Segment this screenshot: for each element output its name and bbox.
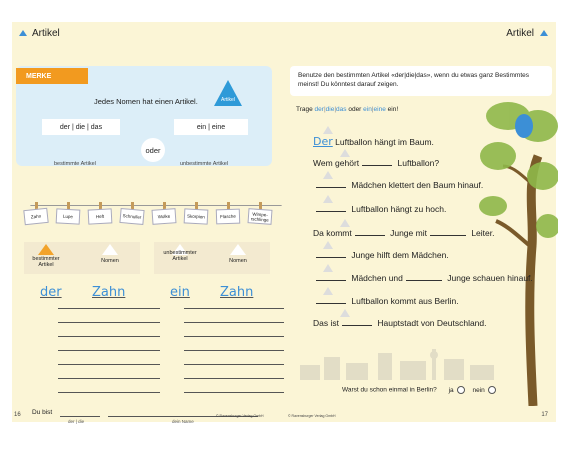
word-card: Wolke	[152, 208, 177, 225]
sentence-start: Da kommt	[313, 228, 352, 238]
writing-line[interactable]	[232, 364, 286, 365]
writing-line[interactable]	[184, 392, 232, 393]
word-card: Heft	[88, 208, 113, 224]
sentence-start: Der	[313, 135, 333, 148]
exercise-sentence	[313, 135, 434, 148]
writing-line[interactable]	[184, 378, 232, 379]
merke-label: MERKE	[16, 68, 88, 84]
artikel-triangle-icon	[38, 244, 54, 255]
example-zahn: Zahn	[92, 285, 126, 300]
example-der: der	[40, 285, 62, 300]
berlin-question	[342, 386, 496, 394]
word-card: Wimperschlinge	[248, 208, 273, 225]
left-header-title: Artikel	[32, 27, 60, 39]
sentence-start: Wem gehört	[313, 158, 360, 168]
answer-blank[interactable]	[342, 320, 372, 326]
sentence-text: Luftballon?	[395, 158, 440, 168]
exercise-sentence	[313, 158, 439, 168]
sentence-text: Junge schauen hinauf.	[444, 273, 533, 283]
sentence-text: Mädchen und	[349, 273, 403, 283]
der-die-caption: der | die	[68, 419, 85, 424]
answer-blank[interactable]	[430, 230, 466, 236]
artikel-hint-triangle-icon	[323, 264, 333, 272]
triangle-icon	[19, 30, 27, 36]
merke-sentence: Jedes Nomen hat einen Artikel.	[94, 97, 198, 106]
artikel-triangle-icon	[214, 80, 242, 106]
writing-line[interactable]	[184, 350, 232, 351]
sentence-text: Luftballon kommt aus Berlin.	[349, 296, 459, 306]
writing-line[interactable]	[108, 392, 160, 393]
dein-name-caption: dein Name	[172, 419, 194, 424]
column-caption: Nomen	[101, 258, 119, 264]
answer-blank[interactable]	[316, 298, 346, 304]
sentence-text: Junge hilft dem Mädchen.	[349, 250, 449, 260]
writing-line[interactable]	[58, 350, 112, 351]
column-caption: unbestimmter Artikel	[163, 250, 197, 262]
sentence-text: Leiter.	[468, 228, 495, 238]
writing-line[interactable]	[184, 322, 232, 323]
balloon	[515, 114, 533, 138]
triangle-icon	[540, 30, 548, 36]
writing-line[interactable]	[60, 416, 100, 417]
nomen-triangle-icon	[230, 244, 246, 255]
berlin-skyline	[300, 345, 510, 380]
exercise-sentence	[313, 318, 487, 328]
writing-line[interactable]	[184, 364, 232, 365]
instruction: Trage der|die|das oder ein|eine ein!	[296, 106, 399, 113]
sentence-text: Hauptstadt von Deutschland.	[374, 318, 487, 328]
artikel-hint-triangle-icon	[340, 149, 350, 157]
right-header-title: Artikel	[506, 27, 534, 39]
word-card: Lupe	[56, 208, 81, 224]
bestimmte-artikel-box: der | die | das	[42, 119, 120, 135]
page-number: 17	[541, 412, 548, 418]
exercise-sentence	[313, 296, 459, 306]
footer-credit: © Ravensburger Verlag GmbH	[288, 414, 336, 418]
writing-line[interactable]	[108, 378, 160, 379]
writing-line[interactable]	[108, 350, 160, 351]
writing-line[interactable]	[232, 378, 286, 379]
word-card: Schnuller	[119, 208, 144, 225]
artikel-hint-triangle-icon	[323, 287, 333, 295]
answer-blank[interactable]	[316, 182, 346, 188]
sentence-text: Luftballon hängt im Baum.	[332, 137, 434, 147]
right-page-header	[284, 22, 556, 44]
exercise-sentence	[313, 250, 449, 260]
writing-line[interactable]	[184, 308, 232, 309]
writing-line[interactable]	[232, 392, 286, 393]
writing-line[interactable]	[108, 364, 160, 365]
answer-blank[interactable]	[316, 275, 346, 281]
word-card: Skorpion	[184, 208, 209, 224]
ja-checkbox[interactable]	[457, 386, 465, 394]
artikel-hint-triangle-icon	[340, 309, 350, 317]
example-ein: ein	[170, 285, 190, 300]
nein-label: nein	[472, 386, 485, 394]
writing-line[interactable]	[232, 336, 286, 337]
example-zahn: Zahn	[220, 285, 254, 300]
artikel-hint-triangle-icon	[323, 241, 333, 249]
sentence-text: Luftballon hängt zu hoch.	[349, 204, 447, 214]
nein-checkbox[interactable]	[488, 386, 496, 394]
answer-blank[interactable]	[406, 275, 442, 281]
artikel-hint-triangle-icon	[323, 195, 333, 203]
writing-line[interactable]	[58, 364, 112, 365]
sentence-text: Junge mit	[387, 228, 427, 238]
bestimmte-artikel-caption: bestimmte Artikel	[54, 161, 96, 167]
writing-line[interactable]	[58, 392, 112, 393]
word-card: Flasche	[216, 209, 241, 225]
unbestimmte-artikel-caption: unbestimmte Artikel	[180, 161, 228, 167]
artikel-triangle-label: Artikel	[221, 97, 235, 103]
sentence-text: Mädchen klettert den Baum hinauf.	[349, 180, 484, 190]
nomen-triangle-icon	[102, 244, 118, 255]
page-number: 16	[14, 412, 21, 418]
column-caption: bestimmter Artikel	[32, 256, 60, 268]
writing-line[interactable]	[108, 336, 160, 337]
oder-circle: oder	[141, 138, 165, 162]
footer-credit: © Ravensburger Verlag GmbH	[216, 414, 264, 418]
writing-line[interactable]	[232, 308, 286, 309]
writing-line[interactable]	[232, 350, 286, 351]
answer-blank[interactable]	[316, 252, 346, 258]
question-text: Warst du schon einmal in Berlin?	[342, 386, 437, 394]
exercise-sentence	[313, 204, 446, 214]
exercise-sentence	[313, 228, 494, 238]
writing-line[interactable]	[58, 336, 112, 337]
writing-line[interactable]	[58, 378, 112, 379]
answer-blank[interactable]	[362, 160, 392, 166]
du-bist-label: Du bist	[32, 409, 53, 416]
left-page-header	[12, 22, 284, 44]
writing-line[interactable]	[58, 308, 112, 309]
artikel-hint-triangle-icon	[323, 126, 333, 134]
word-card: Zahn	[23, 208, 48, 225]
artikel-hint-triangle-icon	[323, 171, 333, 179]
sentence-start: Das ist	[313, 318, 339, 328]
exercise-sentence	[313, 273, 533, 283]
answer-blank[interactable]	[355, 230, 385, 236]
writing-line[interactable]	[108, 322, 160, 323]
intro-text: Benutze den bestimmten Artikel «der|die|das», wenn du etwas ganz Bestimmtes meinst! Du könntest darauf zeigen.	[290, 66, 552, 96]
writing-line[interactable]	[108, 308, 160, 309]
exercise-sentence	[313, 180, 483, 190]
writing-line[interactable]	[58, 322, 112, 323]
writing-line[interactable]	[232, 322, 286, 323]
column-caption: Nomen	[229, 258, 247, 264]
unbestimmte-artikel-box: ein | eine	[174, 119, 248, 135]
ja-label: ja	[448, 386, 454, 394]
artikel-hint-triangle-icon	[340, 219, 350, 227]
answer-blank[interactable]	[316, 206, 346, 212]
left-page	[12, 22, 284, 422]
writing-line[interactable]	[184, 336, 232, 337]
